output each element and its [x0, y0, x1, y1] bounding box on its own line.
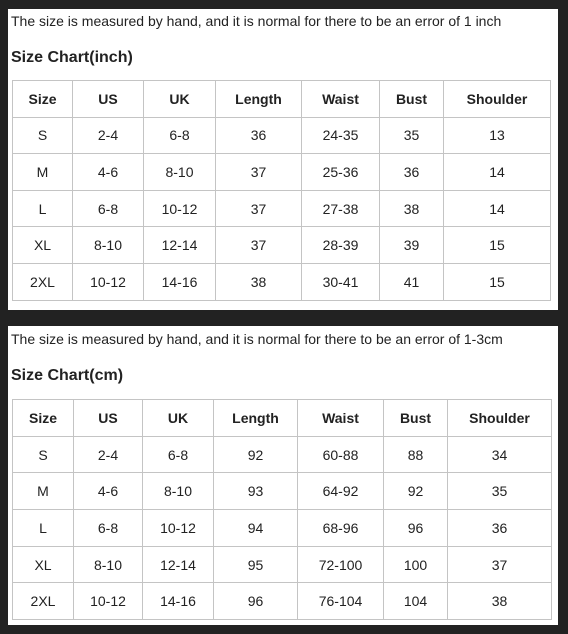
cell-bust: 100 [384, 546, 448, 583]
size-chart-title: Size Chart(cm) [11, 367, 124, 384]
size-chart-inch-panel [8, 9, 558, 310]
cell-us: 10-12 [73, 263, 144, 300]
cell-us: 6-8 [73, 190, 144, 227]
table-row [13, 117, 551, 154]
cell-waist: 68-96 [298, 510, 384, 547]
header-shoulder: Shoulder [444, 81, 551, 118]
header-bust: Bust [384, 400, 448, 437]
cell-uk: 8-10 [144, 154, 216, 191]
cell-size: L [13, 510, 74, 547]
cell-size: XL [13, 227, 73, 264]
table-row [13, 227, 551, 264]
table-row [13, 190, 551, 227]
cell-uk: 14-16 [143, 583, 214, 620]
cell-waist: 25-36 [302, 154, 380, 191]
table-header-row [13, 81, 551, 118]
cell-shoulder: 13 [444, 117, 551, 154]
table-row [13, 263, 551, 300]
header-bust: Bust [380, 81, 444, 118]
table-row [13, 583, 552, 620]
cell-waist: 28-39 [302, 227, 380, 264]
header-length: Length [216, 81, 302, 118]
cell-shoulder: 38 [448, 583, 552, 620]
cell-waist: 27-38 [302, 190, 380, 227]
cell-size: S [13, 117, 73, 154]
cell-uk: 8-10 [143, 473, 214, 510]
table-row [13, 546, 552, 583]
cell-us: 6-8 [74, 510, 143, 547]
size-table [12, 80, 551, 301]
cell-length: 92 [214, 436, 298, 473]
cell-us: 8-10 [73, 227, 144, 264]
cell-shoulder: 35 [448, 473, 552, 510]
cell-shoulder: 15 [444, 227, 551, 264]
header-us: US [74, 400, 143, 437]
cell-bust: 96 [384, 510, 448, 547]
table-row [13, 510, 552, 547]
cell-length: 38 [216, 263, 302, 300]
cell-us: 8-10 [74, 546, 143, 583]
cell-waist: 24-35 [302, 117, 380, 154]
cell-bust: 104 [384, 583, 448, 620]
table-header-row [13, 400, 552, 437]
size-table [12, 399, 552, 620]
cell-waist: 30-41 [302, 263, 380, 300]
cell-shoulder: 14 [444, 154, 551, 191]
cell-length: 37 [216, 154, 302, 191]
cell-length: 93 [214, 473, 298, 510]
cell-waist: 60-88 [298, 436, 384, 473]
cell-waist: 72-100 [298, 546, 384, 583]
cell-length: 36 [216, 117, 302, 154]
header-size: Size [13, 400, 74, 437]
cell-size: 2XL [13, 583, 74, 620]
cell-size: M [13, 473, 74, 510]
cell-length: 37 [216, 227, 302, 264]
cell-uk: 12-14 [144, 227, 216, 264]
cell-us: 4-6 [74, 473, 143, 510]
measurement-note: The size is measured by hand, and it is normal for there to be an error of 1-3cm [11, 331, 503, 347]
cell-us: 2-4 [74, 436, 143, 473]
table-row [13, 154, 551, 191]
header-uk: UK [143, 400, 214, 437]
cell-bust: 39 [380, 227, 444, 264]
header-uk: UK [144, 81, 216, 118]
cell-waist: 76-104 [298, 583, 384, 620]
cell-bust: 38 [380, 190, 444, 227]
cell-uk: 6-8 [144, 117, 216, 154]
header-length: Length [214, 400, 298, 437]
size-chart-title: Size Chart(inch) [11, 49, 133, 66]
cell-size: M [13, 154, 73, 191]
cell-waist: 64-92 [298, 473, 384, 510]
cell-size: XL [13, 546, 74, 583]
cell-size: S [13, 436, 74, 473]
cell-uk: 10-12 [143, 510, 214, 547]
measurement-note: The size is measured by hand, and it is normal for there to be an error of 1 inch [11, 13, 502, 29]
cell-uk: 6-8 [143, 436, 214, 473]
cell-size: 2XL [13, 263, 73, 300]
cell-shoulder: 36 [448, 510, 552, 547]
cell-us: 10-12 [74, 583, 143, 620]
size-chart-cm-panel [8, 326, 558, 625]
cell-uk: 14-16 [144, 263, 216, 300]
cell-shoulder: 34 [448, 436, 552, 473]
header-us: US [73, 81, 144, 118]
cell-us: 4-6 [73, 154, 144, 191]
cell-length: 96 [214, 583, 298, 620]
cell-bust: 92 [384, 473, 448, 510]
cell-bust: 35 [380, 117, 444, 154]
cell-length: 95 [214, 546, 298, 583]
header-size: Size [13, 81, 73, 118]
cell-shoulder: 15 [444, 263, 551, 300]
cell-size: L [13, 190, 73, 227]
header-waist: Waist [298, 400, 384, 437]
header-waist: Waist [302, 81, 380, 118]
cell-length: 94 [214, 510, 298, 547]
cell-shoulder: 37 [448, 546, 552, 583]
cell-bust: 88 [384, 436, 448, 473]
table-row [13, 473, 552, 510]
cell-uk: 12-14 [143, 546, 214, 583]
cell-bust: 36 [380, 154, 444, 191]
cell-length: 37 [216, 190, 302, 227]
cell-uk: 10-12 [144, 190, 216, 227]
header-shoulder: Shoulder [448, 400, 552, 437]
cell-us: 2-4 [73, 117, 144, 154]
cell-shoulder: 14 [444, 190, 551, 227]
table-row [13, 436, 552, 473]
cell-bust: 41 [380, 263, 444, 300]
